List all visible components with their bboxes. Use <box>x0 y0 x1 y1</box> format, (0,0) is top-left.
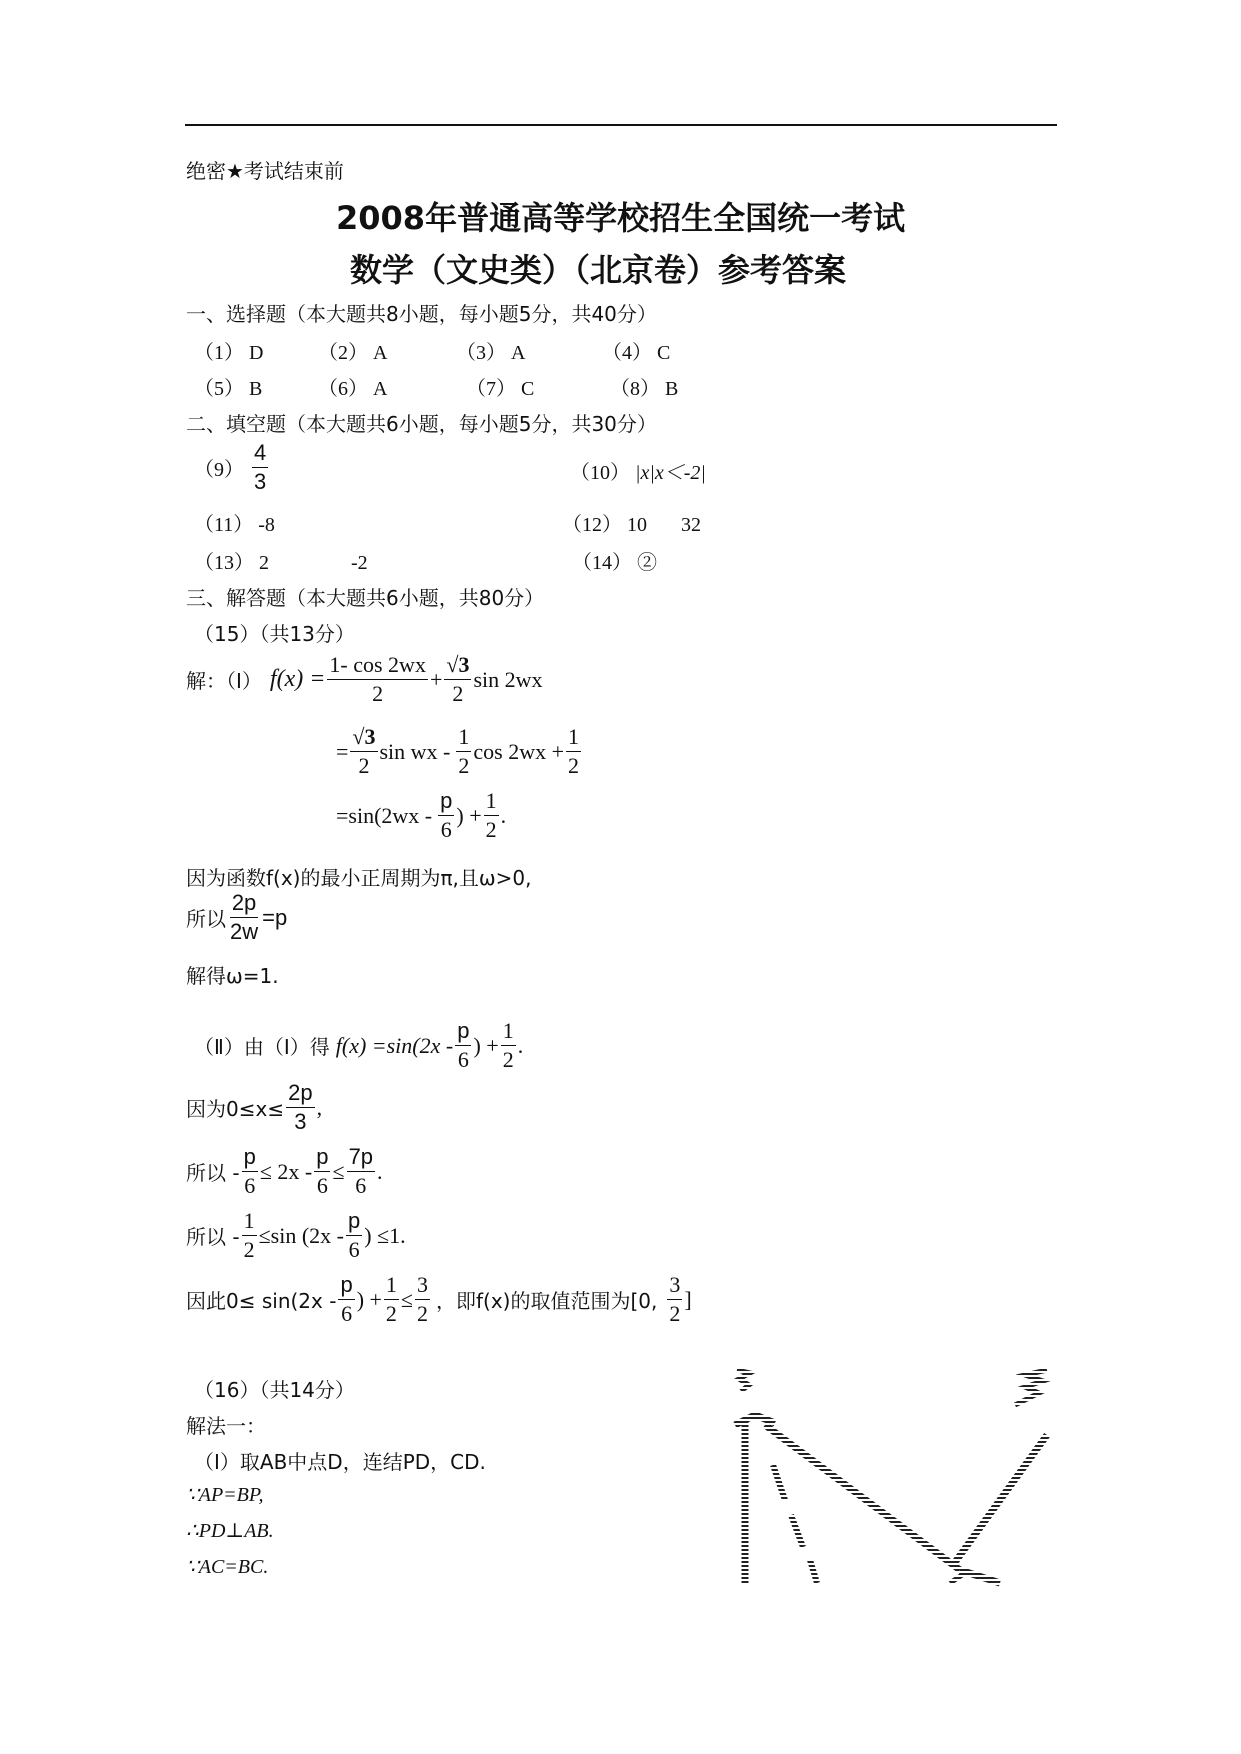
q15-part2-inequality2: 所以 - $\frac{1}{2}$ ≤sin (2x - $\frac{p}{6}$ ) ≤1. <box>186 1208 406 1262</box>
mc-answer-7: （7） C <box>466 378 535 400</box>
mc-answer-5: （5） B <box>194 378 263 400</box>
mc-answer-2: （2） A <box>318 342 388 364</box>
q15-part2-line1: （Ⅱ）由（Ⅰ）得 f(x) =sin(2x - $\frac{p}{6}$ ) + $\frac{1}{2}$ . <box>194 1018 524 1072</box>
q16-label: （16）（共14分） <box>194 1378 355 1402</box>
mc-answer-1: （1） D <box>194 342 264 364</box>
fill-answer-11: （11） -8 <box>194 514 275 536</box>
q15-solution-omega: 解得ω=1. <box>186 964 279 988</box>
fill-answer-10: （10） |x|x＜-2| <box>570 462 706 484</box>
top-rule <box>185 124 1057 126</box>
q15-part2-range: 因为0≤x≤ $\frac{2p}{3}$ , <box>186 1080 323 1134</box>
q15-part2-conclusion: 因此0≤ sin(2x - $\frac{p}{6}$ ) + $\frac{1}{2}$ ≤ $\frac{3}{2}$ ， 即f(x)的取值范围为[0, $\frac{3}{2}$ ] <box>186 1272 692 1326</box>
section1-heading: 一、选择题（本大题共8小题，每小题5分，共40分） <box>186 302 657 326</box>
q15-part1-line3: =sin(2wx - $\frac{p}{6}$ ) + $\frac{1}{2}$ . <box>336 788 507 842</box>
q15-period-statement: 因为函数f(x)的最小正周期为π,且ω>0, <box>186 866 532 890</box>
q15-label: （15）（共13分） <box>194 622 355 646</box>
q16-step2: ∵AP=BP, <box>186 1484 264 1506</box>
section3-heading: 三、解答题（本大题共6小题，共80分） <box>186 586 545 610</box>
section2-heading: 二、填空题（本大题共6小题，每小题5分，共30分） <box>186 412 657 436</box>
q16-step1: （Ⅰ）取AB中点D，连结PD，CD. <box>194 1450 486 1474</box>
mc-answer-4: （4） C <box>602 342 671 364</box>
q16-step3: ∴PD⊥AB. <box>186 1520 274 1542</box>
q16-step4: ∵AC=BC. <box>186 1556 269 1578</box>
document-subtitle: 数学（文史类）（北京卷）参考答案 <box>350 251 847 289</box>
fill-answer-13: （13） 2 -2 <box>194 552 368 574</box>
mc-answer-8: （8） B <box>610 378 679 400</box>
fill-answer-14: （14） ② <box>572 552 657 574</box>
geometry-figure <box>725 1365 1055 1590</box>
q15-part2-inequality1: 所以 - $\frac{p}{6}$ ≤ 2x - $\frac{p}{6}$ ≤ $\frac{7p}{6}$ . <box>186 1144 383 1198</box>
document-title: 2008年普通高等学校招生全国统一考试 <box>336 199 906 237</box>
q15-so-line: 所以 $\frac{2p}{2w}$ =p <box>186 890 288 944</box>
fill-answer-12: （12） 10 32 <box>562 514 701 536</box>
mc-answer-6: （6） A <box>318 378 388 400</box>
q16-method: 解法一： <box>186 1414 266 1438</box>
mc-answer-3: （3） A <box>456 342 526 364</box>
confidential-label: 绝密★考试结束前 <box>186 159 344 183</box>
fill-answer-9: （9） $\frac{4}{3}$ <box>194 440 267 494</box>
q15-part1-line1: 解：（Ⅰ） f(x) = $\frac{1- \cos 2wx}{2}$ + $\frac{√3}{2}$ sin 2wx <box>186 652 543 706</box>
q15-part1-line2: = $\frac{√3}{2}$ sin wx - $\frac{1}{2}$ cos 2wx + $\frac{1}{2}$ <box>336 724 580 778</box>
